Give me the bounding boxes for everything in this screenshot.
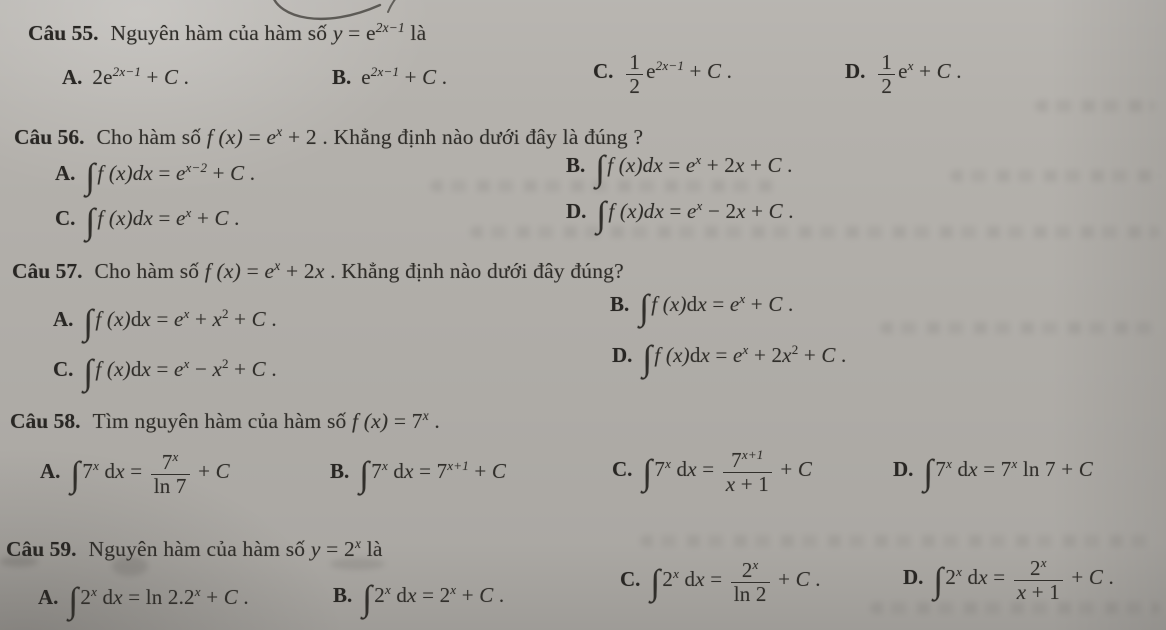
question-59-number: Câu 59. — [6, 537, 77, 562]
question-56-option-b — [566, 147, 793, 188]
option-formula: ∫f $(x)dx = e^{x-2} + C$ . — [85, 155, 256, 196]
option-formula: $e^{2x-1} + C$ . — [361, 64, 448, 90]
question-58-option-a — [40, 450, 230, 497]
bleed-through-mark — [430, 180, 780, 192]
option-label: D. — [566, 199, 587, 224]
question-59-option-b — [333, 577, 505, 618]
option-formula: ∫f $(x)dx = e^x + 2x + C$ . — [595, 147, 793, 188]
option-label: A. — [40, 458, 61, 483]
question-55-option-d — [845, 52, 962, 97]
option-formula: ∫2$^x$ dx = $\frac{2^x}{x + 1}$ + C . — [933, 555, 1114, 605]
option-formula: ∫7$^x$ dx = $7^{x+1} + C$ — [359, 453, 507, 494]
option-label: B. — [332, 65, 352, 90]
option-formula: ∫2$^x$ dx = $2^x + C$ . — [362, 577, 505, 618]
bleed-through-mark — [1035, 100, 1155, 112]
question-59-option-d — [903, 556, 1114, 603]
question-57-option-a — [53, 301, 277, 342]
option-formula: $\frac{1}{2}$ $e^{2x-1} + C$ . — [623, 59, 732, 83]
question-56-option-a — [55, 155, 256, 196]
question-57-option-c — [53, 351, 277, 392]
question-59-option-a — [38, 579, 249, 620]
question-55-option-b — [332, 64, 447, 90]
question-58-option-b — [330, 453, 507, 494]
question-55-option-a — [62, 64, 189, 90]
option-formula: $2e^{2x-1} + C$ . — [92, 64, 190, 90]
question-58-option-d — [893, 451, 1093, 492]
bleed-through-mark — [880, 322, 1160, 334]
question-55-option-c — [593, 52, 732, 97]
bleed-through-mark — [870, 602, 1160, 614]
question-59-option-c — [620, 558, 821, 605]
option-label: B. — [330, 459, 350, 484]
option-formula: ∫7$^x$ dx = $7^x$ ln 7 + C — [923, 451, 1093, 492]
question-58-number: Câu 58. — [10, 409, 81, 434]
option-formula: ∫f $(x)dx = e^x + C$ . — [639, 286, 794, 327]
question-59-prompt: Nguyên hàm của hàm số $y = 2^x$ là — [88, 536, 383, 562]
question-55-heading — [28, 20, 426, 47]
bleed-through-mark — [470, 226, 1160, 238]
option-label: B. — [566, 153, 586, 178]
option-label: B. — [610, 292, 630, 317]
option-formula: ∫2$^x$ dx = $\frac{2^x}{\ln 2}$ + C . — [650, 557, 821, 607]
bleed-through-mark — [640, 535, 1155, 547]
option-formula: ∫f $(x)dx = e^x - 2x + C$ . — [596, 193, 794, 234]
option-label: A. — [53, 307, 74, 332]
option-label: B. — [333, 583, 353, 608]
option-formula: ∫7$^x$ dx = $\frac{7^x}{\ln 7}$ + C — [70, 449, 230, 499]
option-label: C. — [593, 58, 614, 83]
option-label: D. — [903, 564, 924, 589]
option-formula: $\frac{1}{2}$ $e^x + C$ . — [875, 59, 961, 83]
question-56-prompt: Cho hàm số f $(x) = e^x + 2$ . Khẳng định nào dưới đây là đúng ? — [96, 124, 644, 150]
question-56-number: Câu 56. — [14, 125, 85, 150]
option-label: C. — [612, 456, 633, 481]
option-label: C. — [55, 206, 76, 231]
question-58-heading — [10, 408, 440, 435]
bleed-through-mark — [950, 170, 1160, 182]
question-56-option-c — [55, 200, 240, 241]
question-59-heading — [6, 536, 383, 563]
question-57-heading — [12, 258, 624, 285]
option-label: A. — [55, 161, 76, 186]
option-formula: ∫f $(x)dx = e^x + C$ . — [85, 200, 240, 241]
question-58-option-c — [612, 448, 812, 495]
question-55-prompt: Nguyên hàm của hàm số $y = e^{2x-1}$ là — [110, 20, 427, 46]
option-formula: ∫f $(x)dx = e^x + 2x^2 + C$ . — [642, 337, 847, 378]
question-57-prompt: Cho hàm số f $(x) = e^x + 2x$ . Khẳng định nào dưới đây đúng? — [94, 258, 624, 284]
question-57-number: Câu 57. — [12, 259, 83, 284]
option-label: A. — [62, 65, 83, 90]
question-57-option-d — [612, 337, 847, 378]
question-56-heading — [14, 124, 643, 151]
option-label: D. — [893, 457, 914, 482]
option-formula: ∫f $(x)dx = e^x + x^2 + C$ . — [83, 301, 277, 342]
option-label: C. — [53, 357, 74, 382]
question-55-number: Câu 55. — [28, 21, 99, 46]
option-label: C. — [620, 566, 641, 591]
option-formula: ∫7$^x$ dx = $\frac{7^{x+1}}{x + 1}$ + C — [642, 447, 813, 497]
question-56-option-d — [566, 193, 794, 234]
option-formula: ∫f $(x)dx = e^x - x^2 + C$ . — [83, 351, 277, 392]
option-label: D. — [612, 343, 633, 368]
option-label: D. — [845, 58, 866, 83]
option-formula: ∫2$^x$ dx = $\ln 2.2^x + C$ . — [68, 579, 249, 620]
option-label: A. — [38, 585, 59, 610]
question-58-prompt: Tìm nguyên hàm của hàm số f $(x) = 7^x$ . — [92, 408, 440, 434]
question-57-option-b — [610, 286, 794, 327]
